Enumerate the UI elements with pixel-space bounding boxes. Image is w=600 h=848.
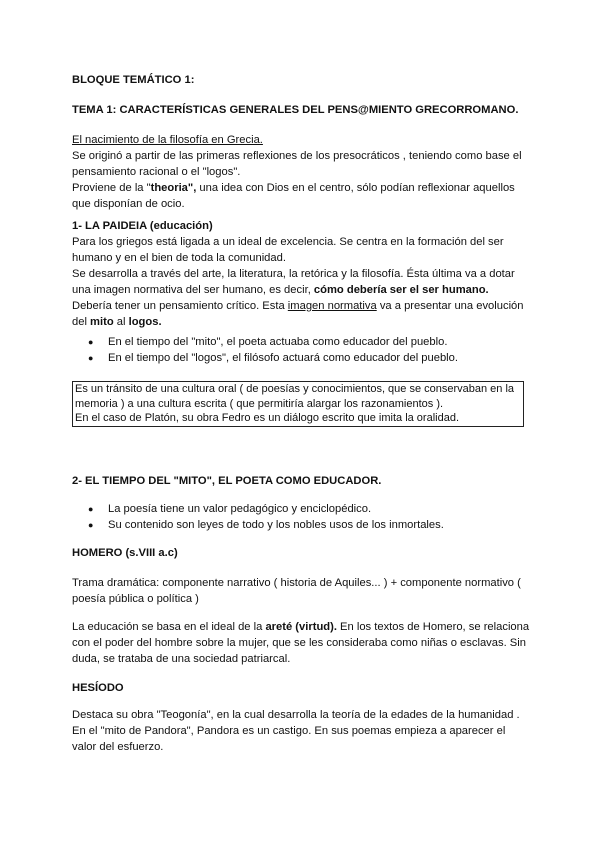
paideia-line-3: Se desarrolla a través del arte, la literatura, la retórica y la filosofía. Ésta última va a dotar	[72, 268, 515, 280]
paideia-section	[72, 218, 532, 330]
bullet-text: En el tiempo del "logos", el filósofo actuará como educador del pueblo.	[108, 352, 458, 364]
bloque-title: BLOQUE TEMÁTICO 1:	[72, 74, 195, 86]
paideia-line-5c: va a presentar una evolución	[376, 300, 524, 312]
bullet-text: En el tiempo del "mito", el poeta actuaba como educador del pueblo.	[108, 336, 448, 348]
bullet-text: Su contenido son leyes de todo y los nobles usos de los inmortales.	[108, 519, 444, 531]
note-box	[72, 381, 524, 427]
homero-edu-1c: En los textos de Homero, se relaciona	[336, 621, 530, 633]
paideia-heading: 1- LA PAIDEIA (educación)	[72, 220, 213, 232]
theoria-term: theoria",	[150, 182, 197, 194]
box-line-2: memoria ) a una cultura escrita ( que permitiría alargar los razonamientos ).	[75, 397, 444, 410]
homero-edu-1a: La educación se basa en el ideal de la	[72, 621, 266, 633]
mito-term: mito	[90, 316, 114, 328]
homero-trama-line-1: Trama dramática: componente narrativo ( historia de Aquiles... ) + componente normativo (	[72, 577, 521, 589]
hesiodo-line-3: valor del esfuerzo.	[72, 741, 164, 753]
bullet-dot-icon: ●	[88, 504, 94, 514]
arete-term: areté (virtud).	[265, 621, 337, 633]
homero-edu-line-2: con el poder del hombre sobre la mujer, que se les consideraba como niñas o esclavas. Sin	[72, 637, 526, 649]
intro-section	[72, 132, 532, 212]
intro-line-3a: Proviene de la "	[72, 182, 151, 194]
box-line-3: En el caso de Platón, su obra Fedro es un diálogo escrito que imita la oralidad.	[75, 412, 460, 424]
homero-educacion	[72, 619, 542, 667]
homero-edu-line-1	[72, 619, 542, 635]
intro-line-3c: una idea con Dios en el centro, sólo podían reflexionar aquellos	[196, 182, 515, 194]
paideia-line-5	[72, 298, 532, 314]
intro-line-3	[72, 180, 532, 196]
intro-line-1: Se originó a partir de las primeras reflexiones de los presocráticos , teniendo como base el	[72, 150, 522, 162]
bullet-text: La poesía tiene un valor pedagógico y enciclopédico.	[108, 503, 372, 515]
mito-heading: 2- EL TIEMPO DEL "MITO", EL POETA COMO EDUCADOR.	[72, 475, 382, 487]
paideia-line-4a: una imagen normativa del ser humano, es decir,	[72, 284, 314, 296]
homero-heading: HOMERO (s.VIII a.c)	[72, 547, 178, 559]
homero-trama-line-2: poesía pública o política )	[72, 593, 199, 605]
hesiodo-section	[72, 707, 542, 755]
tema-title: TEMA 1: CARACTERÍSTICAS GENERALES DEL PENS@MIENTO GRECORROMANO.	[72, 104, 519, 116]
bullet-dot-icon: ●	[88, 337, 94, 347]
bullet-dot-icon: ●	[88, 520, 94, 530]
paideia-line-4b: cómo debería ser el ser humano.	[313, 284, 489, 296]
paideia-line-5b: imagen normativa	[287, 300, 377, 312]
box-line-1: Es un tránsito de una cultura oral ( de poesías y conocimientos, que se conservaban en la	[75, 383, 515, 395]
logos-term: logos.	[128, 316, 162, 328]
homero-edu-line-3: duda, se trataba de una sociedad patriarcal.	[72, 653, 291, 665]
paideia-line-6	[72, 314, 532, 330]
paideia-line-5a: Debería tener un pensamiento crítico. Esta	[72, 300, 288, 312]
paideia-line-1: Para los griegos está ligada a un ideal de excelencia. Se centra en la formación del ser	[72, 236, 504, 248]
intro-line-2: pensamiento racional o el "logos".	[72, 166, 241, 178]
paideia-line-6a: del	[72, 316, 91, 328]
intro-heading: El nacimiento de la filosofía en Grecia.	[72, 134, 263, 146]
intro-line-4: que disponían de ocio.	[72, 198, 185, 210]
paideia-line-6c: al	[113, 316, 129, 328]
hesiodo-line-1: Destaca su obra "Teogonía", en la cual desarrolla la teoría de la edades de la humanidad .	[72, 709, 520, 721]
hesiodo-heading: HESÍODO	[72, 682, 124, 694]
paideia-line-2: humano y en el bien de toda la comunidad.	[72, 252, 286, 264]
bullet-dot-icon: ●	[88, 353, 94, 363]
homero-trama	[72, 575, 542, 607]
paideia-line-4	[72, 282, 532, 298]
hesiodo-line-2: En el "mito de Pandora", Pandora es un castigo. En sus poemas empieza a aparecer el	[72, 725, 506, 737]
